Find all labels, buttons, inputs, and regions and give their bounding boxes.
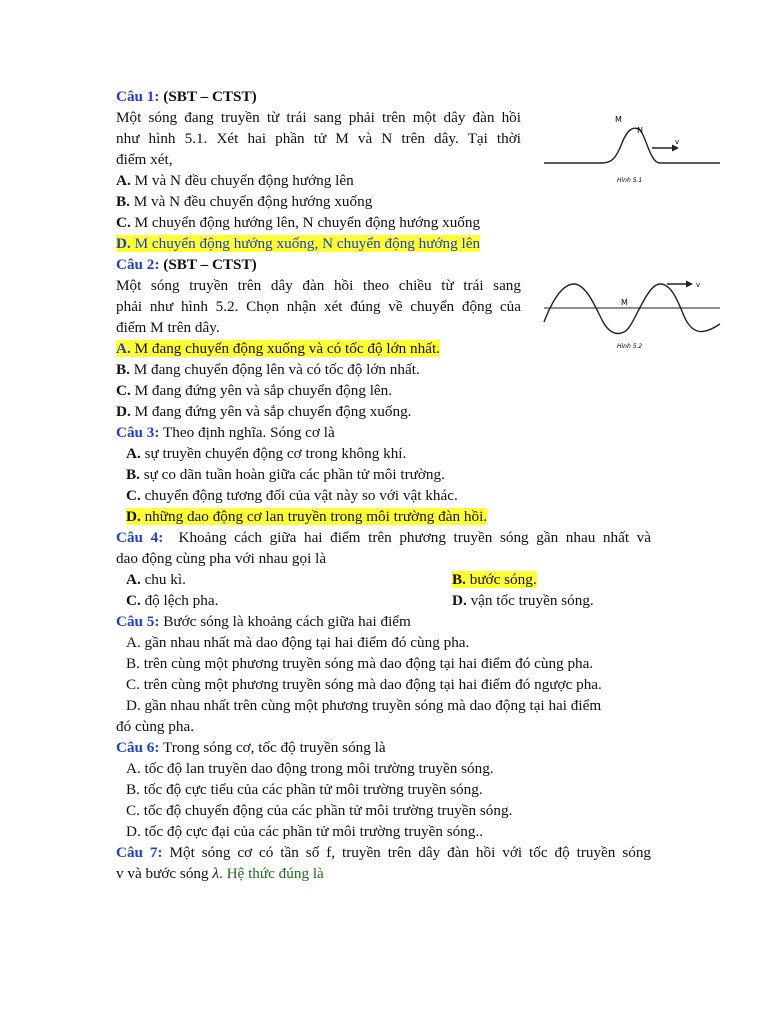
q5-option-d: D. gần nhau nhất trên cùng một phương truyền sóng mà dao động tại hai điểm — [126, 697, 602, 714]
q4-option-c: C. độ lệch pha. — [126, 592, 219, 609]
figure-5-2 — [542, 278, 722, 354]
q5-option-b: B. trên cùng một phương truyền sóng mà dao động tại hai điểm đó cùng pha. — [126, 655, 594, 672]
q1-option-c: C. M chuyển động hướng lên, N chuyển động hướng xuống — [116, 214, 481, 231]
q1-option-d-answer: D. M chuyển động hướng xuống, N chuyển động hướng lên — [116, 235, 481, 252]
q2-stem-line-1: Một sóng truyền trên dây đàn hồi theo chiều từ trái sang — [116, 277, 521, 294]
q6-option-d: D. tốc độ cực đại của các phần tử môi trường truyền sóng.. — [126, 823, 484, 840]
q4-header — [116, 528, 651, 548]
q4-label: Câu 4: — [116, 529, 164, 546]
lambda-symbol: λ — [212, 865, 219, 882]
fig-5-1-label-n: N — [637, 126, 643, 135]
q4-option-a: A. chu kì. — [126, 571, 186, 588]
q4-stem-line-2: dao động cùng pha với nhau gọi là — [116, 550, 327, 567]
q3-stem: Theo định nghĩa. Sóng cơ là — [163, 424, 335, 441]
q1-option-b: B. M và N đều chuyển động hướng xuống — [116, 193, 373, 210]
q2-stem-line-2: phải như hình 5.2. Chọn nhận xét đúng về chuyển động của — [116, 298, 521, 315]
q6-option-c: C. tốc độ chuyển động của các phần tử môi trường truyền sóng. — [126, 802, 513, 819]
fig-5-1-label-v: v — [675, 138, 680, 146]
fig-5-1-label-m: M — [615, 115, 622, 124]
fig-5-2-label-m: M — [621, 298, 628, 307]
figure-5-1 — [542, 108, 722, 188]
q3-option-d-answer: D. những dao động cơ lan truyền trong môi trường đàn hồi. — [126, 508, 488, 525]
q6-stem: Trong sóng cơ, tốc độ truyền sóng là — [163, 739, 386, 756]
q2-stem-line-3: điểm M trên dây. — [116, 319, 220, 336]
q7-label: Câu 7: — [116, 844, 163, 861]
q5-option-a: A. gần nhau nhất mà dao động tại hai điểm đó cùng pha. — [126, 634, 470, 651]
q4-option-b-answer: B. bước sóng. — [452, 571, 537, 588]
q5-option-d-cont: đó cùng pha. — [116, 718, 195, 735]
fig-5-1-caption: Hình 5.1 — [617, 177, 643, 184]
q2-header — [116, 255, 257, 275]
q7-stem-line-1: Một sóng cơ có tần số f, truyền trên dây đàn hồi với tốc độ truyền sóng — [169, 844, 652, 861]
q3-label: Câu 3: — [116, 424, 160, 441]
q1-label: Câu 1: — [116, 88, 160, 105]
fig-5-2-caption: Hình 5.2 — [617, 343, 643, 350]
q1-stem-line-3: điểm xét, — [116, 151, 173, 168]
q1-stem-line-1: Một sóng đang truyền từ trái sang phải trên một dây đàn hồi — [116, 109, 521, 126]
q2-option-b: B. M đang chuyển động lên và có tốc độ lớn nhất. — [116, 361, 420, 378]
q1-stem-line-2: như hình 5.1. Xét hai phần tử M và N trên dây. Tại thời — [116, 130, 521, 147]
q4-stem-line-1: Khoảng cách giữa hai điểm trên phương truyền sóng gần nhau nhất và — [178, 529, 651, 546]
q3-option-c: C. chuyển động tương đối của vật này so với vật khác. — [126, 487, 458, 504]
q1-header — [116, 87, 257, 107]
q5-header — [116, 612, 411, 632]
q3-option-b: B. sự co dãn tuần hoàn giữa các phần tử môi trường. — [126, 466, 445, 483]
q5-stem: Bước sóng là khoảng cách giữa hai điểm — [163, 613, 411, 630]
q7-stem-line-2: v và bước sóng λ. Hệ thức đúng là — [116, 865, 324, 882]
q2-option-a-answer: A. M đang chuyển động xuống và có tốc độ lớn nhất. — [116, 340, 440, 357]
q3-option-a: A. sự truyền chuyển động cơ trong không khí. — [126, 445, 407, 462]
q4-option-d: D. vận tốc truyền sóng. — [452, 592, 594, 609]
q2-source: (SBT – CTST) — [163, 256, 257, 273]
q7-header — [116, 843, 651, 863]
q5-label: Câu 5: — [116, 613, 160, 630]
q1-option-a: A. M và N đều chuyển động hướng lên — [116, 172, 354, 189]
q7-tail: . Hệ thức đúng là — [218, 865, 324, 882]
fig-5-2-label-v: v — [696, 281, 701, 289]
q6-header — [116, 738, 386, 758]
q3-header — [116, 423, 335, 443]
q5-option-c: C. trên cùng một phương truyền sóng mà dao động tại hai điểm đó ngược pha. — [126, 676, 602, 693]
q6-option-a: A. tốc độ lan truyền dao động trong môi trường truyền sóng. — [126, 760, 494, 777]
q2-label: Câu 2: — [116, 256, 160, 273]
q2-option-c: C. M đang đứng yên và sắp chuyển động lên. — [116, 382, 393, 399]
q2-option-d: D. M đang đứng yên và sắp chuyển động xuống. — [116, 403, 412, 420]
q6-label: Câu 6: — [116, 739, 160, 756]
q6-option-b: B. tốc độ cực tiểu của các phần tử môi trường truyền sóng. — [126, 781, 483, 798]
q1-source: (SBT – CTST) — [163, 88, 257, 105]
